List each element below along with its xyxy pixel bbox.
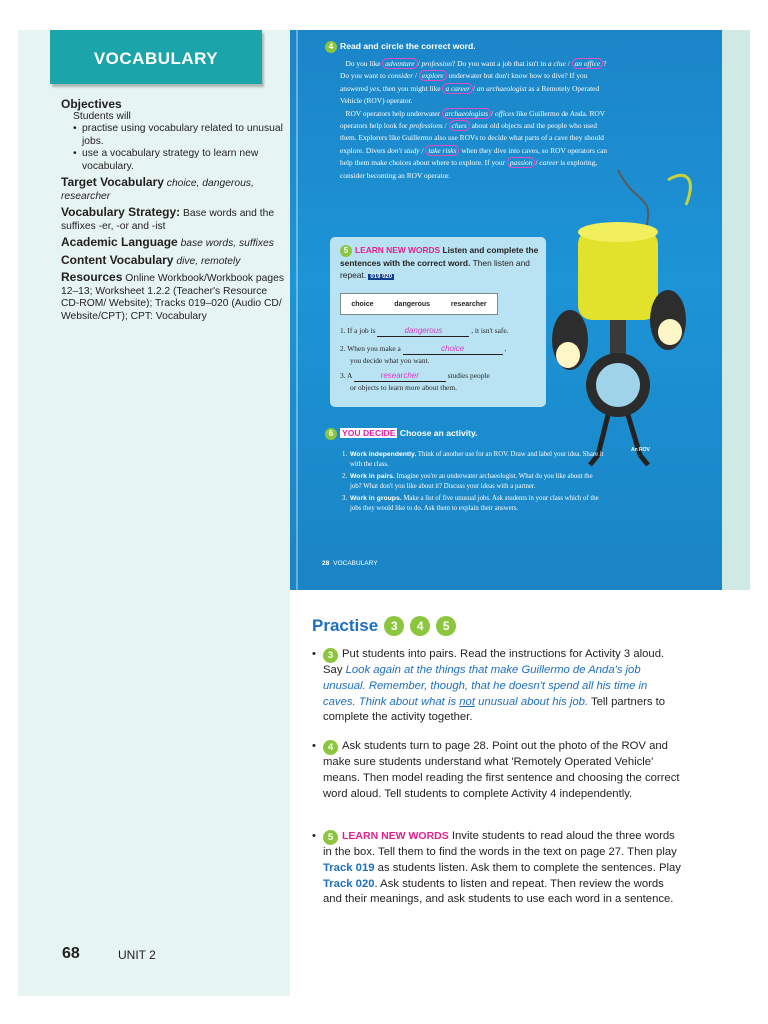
rov-photo	[548, 170, 718, 470]
sentence-3-end: studies people	[447, 371, 490, 380]
sentence-1-end: , it isn't safe.	[471, 326, 509, 335]
lesson-objectives	[61, 98, 286, 326]
activity-badge: 5	[436, 616, 456, 636]
sentence-3	[340, 370, 550, 393]
academic-label: Academic Language	[61, 235, 178, 249]
item-text: Put students into pairs. Read the instructions for Activity 3 aloud. Say	[323, 648, 665, 676]
activity5-heading	[340, 244, 540, 283]
academic-value: base words, suffixes	[180, 238, 274, 249]
learn-new-words-label: LEARN NEW WORDS	[342, 830, 449, 842]
track-reference: Track 020	[323, 877, 375, 890]
option-item	[342, 450, 604, 469]
activity6-number: 6	[325, 428, 337, 440]
resources-value: Online Workbook/Workbook pages 12–13; Worksheet 1.2.2 (Teacher's Resource CD-ROM/ Website); Tracks 019–020 (Audio CD/ Website/CPT); CPT: Vocabulary	[61, 273, 284, 322]
strategy-value: Base words and the suffixes -er, -or and -ist	[61, 208, 275, 232]
activity5-after: Then listen and repeat.	[340, 258, 530, 280]
option-label: Work independently.	[350, 451, 417, 458]
answer-blank: choice	[403, 343, 503, 355]
target-vocab-value: choice, dangerous, researcher	[61, 178, 254, 202]
activity5-badge: LEARN NEW WORDS	[355, 245, 441, 255]
book-section-label: VOCABULARY	[333, 560, 378, 567]
activity-badge: 3	[384, 616, 404, 636]
book-footer	[322, 560, 378, 567]
track-reference: Track 019	[323, 861, 375, 874]
option-item	[342, 494, 604, 513]
practise-item-5: • 5 LEARN NEW WORDS Invite students to read aloud the three words in the box. Tell them to find the words in the text on page 27. Then play Track 019 as students listen. Ask them to complete the sentences. Play Track 020. Ask students to listen and repeat. Then review the words and their meanings, and ask students to use each word in a sentence.	[312, 830, 681, 906]
option-label: Work in groups.	[350, 495, 402, 502]
teacher-script: unusual about his job.	[478, 695, 589, 708]
activity-badge: 5	[323, 830, 338, 845]
word-box	[340, 293, 498, 315]
practise-heading	[312, 616, 687, 636]
objectives-heading: Objectives	[61, 97, 122, 111]
sentence-2-end: ,	[504, 344, 507, 353]
teacher-script: Look again at the things that make Guillermo de Anda's job unusual. Remember, though, that he doesn't spend all his time in caves. Think about what is	[323, 664, 648, 708]
sentence-2	[340, 343, 550, 366]
resources-label: Resources	[61, 270, 123, 284]
objectives-intro: Students will	[73, 110, 131, 122]
target-vocab-label: Target Vocabulary	[61, 175, 164, 189]
option-text: Imagine you're an underwater archaeologist. What do you like about the job? What don't you like about it? Discuss your ideas with a partner.	[350, 473, 593, 490]
book-edge-strip	[722, 30, 750, 590]
activity4-title: Read and circle the correct word.	[340, 41, 476, 51]
option-number: 2.	[342, 473, 348, 480]
word-item: dangerous	[394, 300, 431, 308]
item-text: as students listen. Ask them to complete the sentences. Play	[377, 861, 681, 874]
activity-badge: 4	[323, 740, 338, 755]
sentence-3-start: 3. A	[340, 371, 352, 380]
audio-track-icon[interactable]: 019 020	[370, 274, 393, 280]
photo-caption: An ROV	[631, 447, 650, 453]
content-vocab-value: dive, remotely	[176, 255, 241, 267]
activity4-heading	[325, 41, 476, 53]
item-text: . Ask students to listen and repeat. Then review the words and their meanings, and ask students to use each word in a sentence.	[323, 877, 674, 906]
word-item: choice	[351, 300, 374, 308]
answer-blank: researcher	[354, 370, 446, 382]
option-text: Think of another use for an ROV. Draw and label your idea. Share it with the class.	[350, 451, 604, 468]
practise-section	[312, 616, 687, 636]
unit-label: UNIT 2	[118, 948, 156, 962]
word-item: researcher	[450, 300, 487, 308]
activity6-title: Choose an activity.	[399, 428, 478, 438]
section-tab: VOCABULARY	[50, 30, 262, 84]
objective-item: • practise using vocabulary related to unusual jobs.	[73, 123, 286, 148]
practise-item-4: • 4 Ask students turn to page 28. Point out the photo of the ROV and make sure students understand what 'Remotely Operated Vehicle' means. Then model reading the first sentence and choosing the correct word aloud. Tell students to complete Activity 4 independently.	[312, 740, 680, 800]
sentence-3-line2: or objects to learn more about them.	[350, 383, 457, 392]
item-text: Ask students turn to page 28. Point out the photo of the ROV and make sure students understand what 'Remotely Operated Vehicle' means. Then model reading the first sentence and choosing the correct word aloud. Tell students to complete Activity 4 independently.	[323, 740, 680, 800]
content-vocab-label: Content Vocabulary	[61, 252, 174, 267]
sentence-1-start: 1. If a job is	[340, 326, 376, 335]
activity6-heading	[325, 428, 478, 440]
activity5-number: 5	[340, 245, 352, 257]
book-fold-line	[296, 30, 298, 590]
item-text: Tell partners to complete the activity together.	[323, 695, 666, 724]
practise-item-3: • 3 Put students into pairs. Read the instructions for Activity 3 aloud. Say Look again at the things that make Guillermo de Anda's job unusual. Remember, though, that he doesn't spend all his time in caves. Think about what is not unusual about his job. Tell partners to complete the activity together.	[312, 648, 666, 724]
option-number: 1.	[342, 451, 348, 458]
teacher-script-emphasis: not	[459, 695, 475, 708]
activity4-number: 4	[325, 41, 337, 53]
sentence-2-line2: you decide what you want.	[350, 356, 430, 365]
book-page-number: 28	[322, 560, 330, 567]
activity4-passage: Do you like adventure / profession? Do you want a job that isn't in a clue / an office ? Do you want to consider / explore underwater but don't know how to dive? If you answered yes, then you might like a career / an archaeologist as a Remotely Operated Vehicle (ROV) operator. ROV operators help underwater archaeologists / offices like Guillermo de Anda. ROV operators help look for professions / clues about old objects and the people who used them. Explorers like Guillermo also use ROVs to decide what parts of a cave they should explore. Divers don't study / take risks when they dive into caves, so ROV operators can help them make choices about where to explore. If your passion / career is exploring, consider becoming an ROV operator.	[340, 59, 608, 180]
option-item	[342, 472, 604, 491]
activity6-options	[342, 450, 604, 516]
practise-title: Practise	[312, 616, 379, 635]
strategy-label: Vocabulary Strategy:	[61, 205, 181, 219]
item-text: Invite students to read aloud the three words in the box. Tell them to find the words in the text on page 27. Then play	[323, 830, 677, 858]
answer-blank: dangerous	[377, 325, 469, 337]
activity-badge: 4	[410, 616, 430, 636]
you-decide-badge: YOU DECIDE	[342, 428, 396, 438]
option-number: 3.	[342, 495, 348, 502]
objective-item: • use a vocabulary strategy to learn new vocabulary.	[73, 148, 286, 173]
page-number: 68	[62, 945, 80, 962]
option-label: Work in pairs.	[350, 473, 395, 480]
activity5-instructions: Listen and complete the sentences with the correct word.	[340, 245, 539, 268]
sentence-1	[340, 325, 550, 337]
sentence-2-start: 2. When you make a	[340, 344, 401, 353]
activity-badge: 3	[323, 648, 338, 663]
option-text: Make a list of five unusual jobs. Ask students in your class which of the jobs they would like to do. Ask them to explain their answers.	[350, 495, 599, 512]
